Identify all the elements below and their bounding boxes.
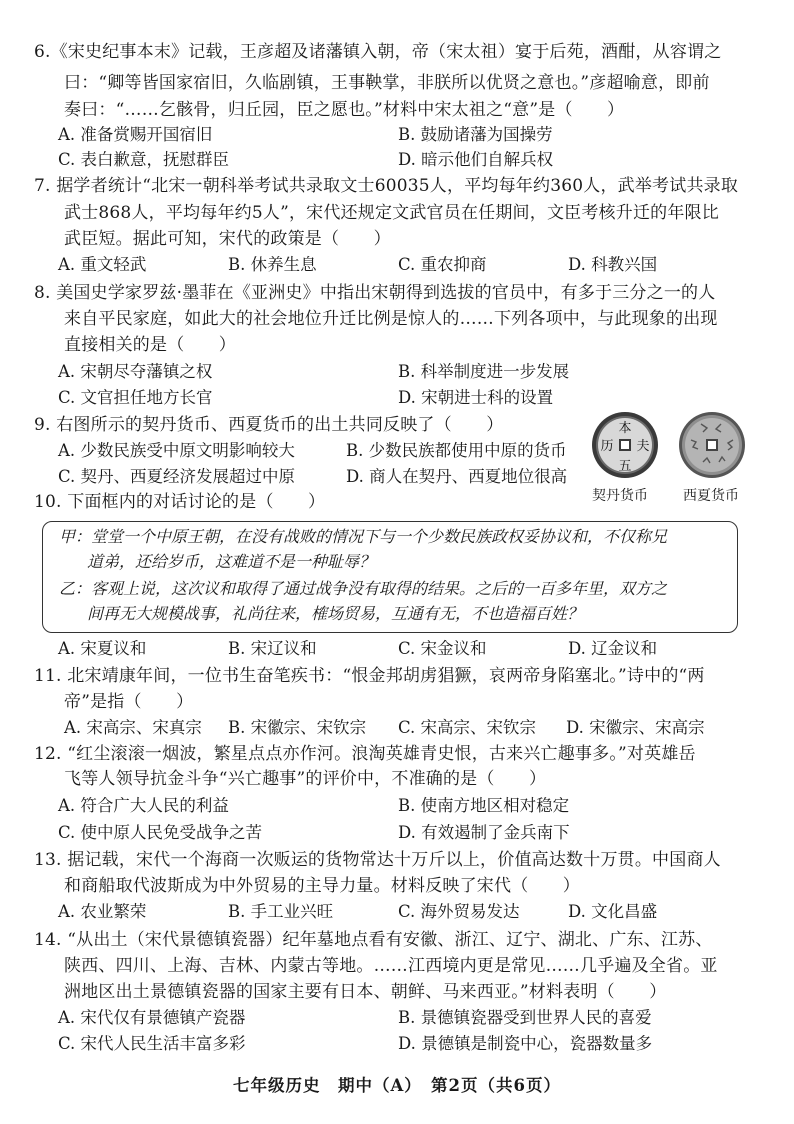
option-d: D. 景德镇是制瓷中心，瓷器数量多: [398, 1034, 653, 1053]
option-a: A. 少数民族受中原文明影响较大: [58, 441, 295, 460]
option-c: C. 文官担任地方长官: [58, 388, 213, 407]
option-d: D. 辽金议和: [568, 639, 658, 658]
question-text-line: 武士868人，平均每年约5人”，宋代还规定文武官员在任期间，文臣考核升迁的年限比: [64, 203, 719, 223]
option-c: C. 宋高宗、宋钦宗: [398, 718, 537, 737]
option-d: D. 暗示他们自解兵权: [398, 150, 554, 169]
khitan-coin-figure: [590, 410, 660, 484]
option-a: A. 宋高宗、宋真宗: [64, 718, 202, 737]
question-text-line: 9. 右图所示的契丹货币、西夏货币的出土共同反映了（ ）: [34, 415, 504, 435]
option-a: A. 宋夏议和: [58, 639, 147, 658]
option-d: D. 科教兴国: [568, 255, 658, 274]
question-text-line: 14. “从出土（宋代景德镇瓷器）纪年墓地点看有安徽、浙江、辽宁、湖北、广东、江苏、: [34, 930, 713, 950]
khitan-coin-image: [590, 410, 660, 480]
option-d: D. 宋朝进士科的设置: [398, 388, 554, 407]
dialog-line: 甲：堂堂一个中原王朝，在没有战败的情况下与一个少数民族政权妥协议和，不仅称兄: [59, 527, 668, 546]
option-b: B. 景德镇瓷器受到世界人民的喜爱: [398, 1008, 652, 1027]
question-text-line: 7. 据学者统计“北宋一朝科举考试共录取文士60035人，平均每年约360人，武举考试共录取: [34, 176, 739, 196]
option-c: C. 海外贸易发达: [398, 902, 520, 921]
dialog-line: 间再无大规模战事，礼尚往来，榷场贸易，互通有无，不也造福百姓？: [87, 604, 584, 623]
option-d: D. 文化昌盛: [568, 902, 658, 921]
question-text-line: 来自平民家庭，如此大的社会地位升迁比例是惊人的……下列各项中，与此现象的出现: [64, 309, 718, 329]
question-text-line: 12. “红尘滚滚一烟波，繁星点点亦作河。浪淘英雄青史恨，古来兴亡趣事多。”对英雄岳: [34, 744, 696, 764]
question-text-line: 11. 北宋靖康年间，一位书生奋笔疾书：“恨金邦胡虏猖獗，哀两帝身陷塞北。”诗中的“两: [34, 666, 705, 686]
page-footer: 七年级历史 期中（A） 第2页（共6页）: [232, 1076, 561, 1095]
option-c: C. 表白歉意，抚慰群臣: [58, 150, 230, 169]
option-b: B. 宋辽议和: [228, 639, 317, 658]
option-c: C. 契丹、西夏经济发展超过中原: [58, 467, 296, 486]
option-b: B. 宋徽宗、宋钦宗: [228, 718, 367, 737]
question-text-line: 洲地区出土景德镇瓷器的国家主要有日本、朝鲜、马来西亚。”材料表明（ ）: [64, 982, 667, 1002]
option-a: A. 符合广大人民的利益: [58, 796, 229, 815]
coin-glyph: 夫: [636, 439, 650, 454]
question-text-line: 和商船取代波斯成为中外贸易的主导力量。材料反映了宋代（ ）: [64, 876, 580, 896]
option-b: B. 科举制度进一步发展: [398, 362, 570, 381]
question-text-line: 10. 下面框内的对话讨论的是（ ）: [34, 492, 326, 512]
coin-glyph: 本: [618, 421, 632, 436]
question-text-line: 曰：“卿等皆国家宿旧，久临剧镇，王事鞅掌，非朕所以优贤之意也。”彦超喻意，即前: [64, 73, 710, 93]
dialog-box: [42, 521, 738, 633]
question-text-line: 帝”是指（ ）: [64, 692, 194, 712]
western-xia-coin-figure: [677, 410, 747, 484]
option-a: A. 农业繁荣: [58, 902, 147, 921]
option-b: B. 少数民族都使用中原的货币: [346, 441, 567, 460]
option-d: D. 有效遏制了金兵南下: [398, 823, 570, 842]
option-b: B. 鼓励诸藩为国操劳: [398, 125, 553, 144]
question-text-line: 奏曰：“……乞骸骨，归丘园，臣之愿也。”材料中宋太祖之“意”是（ ）: [64, 100, 625, 120]
western-xia-coin-caption: 西夏货币: [683, 488, 739, 504]
option-a: A. 宋朝尽夺藩镇之权: [58, 362, 213, 381]
question-text-line: 武臣短。据此可知，宋代的政策是（ ）: [64, 229, 391, 249]
option-a: A. 准备赏赐开国宿旧: [58, 125, 213, 144]
option-b: B. 使南方地区相对稳定: [398, 796, 570, 815]
question-text-line: 陕西、四川、上海、吉林、内蒙古等地。……江西境内更是常见……几乎遍及全省。亚: [64, 956, 718, 976]
option-c: C. 使中原人民免受战争之苦: [58, 823, 263, 842]
option-c: C. 宋代人民生活丰富多彩: [58, 1034, 246, 1053]
western-xia-coin-image: [677, 410, 747, 480]
option-c: C. 宋金议和: [398, 639, 487, 658]
question-text-line: 6.《宋史纪事本末》记载，王彦超及诸藩镇入朝，帝（宋太祖）宴于后苑，酒酣，从容谓之: [34, 42, 722, 62]
khitan-coin-caption: 契丹货币: [592, 488, 648, 504]
dialog-line: 乙：客观上说，这次议和取得了通过战争没有取得的结果。之后的一百多年里，双方之: [59, 579, 668, 598]
option-b: B. 休养生息: [228, 255, 317, 274]
option-a: A. 重文轻武: [58, 255, 147, 274]
question-text-line: 飞等人领导抗金斗争“兴亡趣事”的评价中，不准确的是（ ）: [64, 769, 547, 789]
option-d: D. 商人在契丹、西夏地位很高: [346, 467, 568, 486]
coin-glyph: 历: [600, 439, 614, 454]
option-c: C. 重农抑商: [398, 255, 487, 274]
dialog-line: 道弟，还给岁币，这难道不是一种耻辱？: [87, 552, 376, 571]
coin-glyph: 五: [618, 459, 632, 474]
option-b: B. 手工业兴旺: [228, 902, 334, 921]
question-text-line: 13. 据记载，宋代一个海商一次贩运的货物常达十万斤以上，价值高达数十万贯。中国商人: [34, 850, 721, 870]
question-text-line: 直接相关的是（ ）: [64, 335, 236, 355]
question-text-line: 8. 美国史学家罗兹·墨菲在《亚洲史》中指出宋朝得到选拔的官员中，有多于三分之一的人: [34, 283, 716, 303]
option-a: A. 宋代仅有景德镇产瓷器: [58, 1008, 246, 1027]
option-d: D. 宋徽宗、宋高宗: [566, 718, 705, 737]
